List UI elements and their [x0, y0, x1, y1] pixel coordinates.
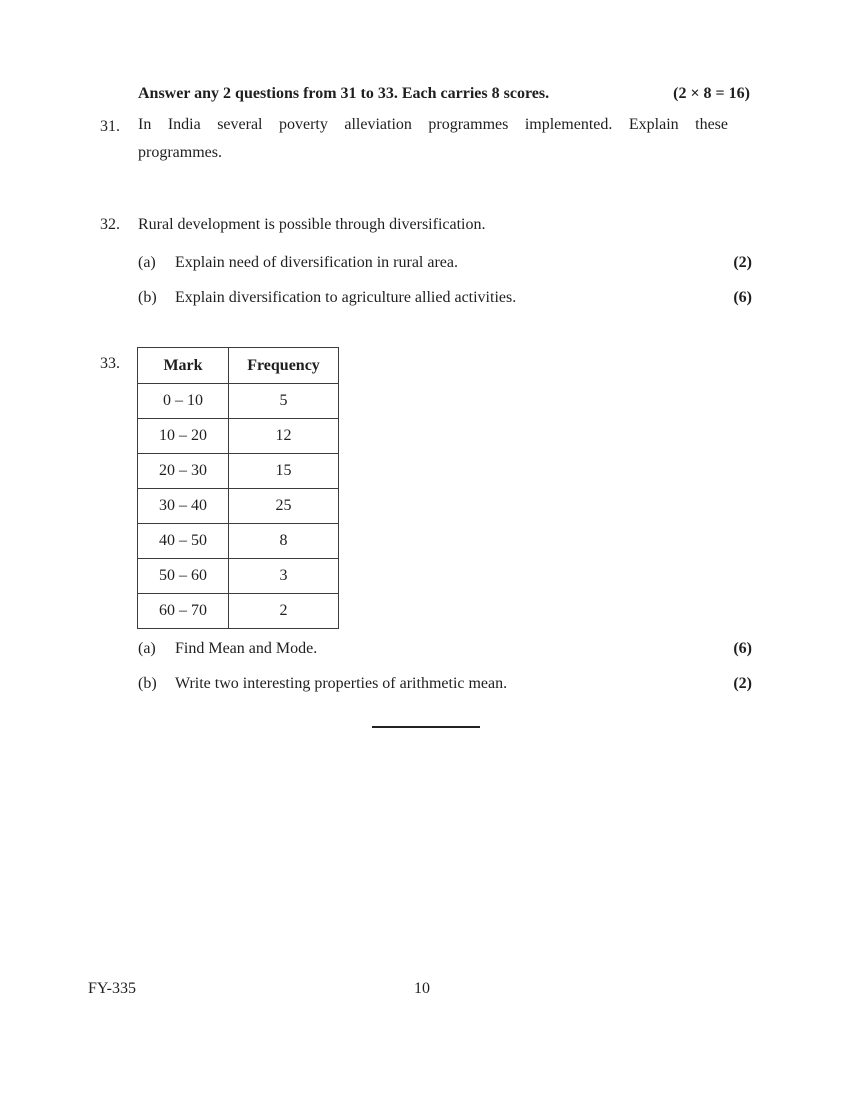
instruction-text: Answer any 2 questions from 31 to 33. Each carries 8 scores.	[138, 85, 550, 102]
table-row	[138, 594, 339, 629]
mark-range-cell: 30 – 40	[138, 489, 229, 524]
footer-paper-code: FY-335	[88, 980, 137, 997]
frequency-table	[137, 347, 339, 629]
subitem-label: (a)	[138, 254, 156, 271]
question-33b-row	[138, 674, 752, 693]
frequency-cell: 8	[229, 524, 339, 559]
question-32a-row	[138, 253, 752, 272]
table-header-mark: Mark	[138, 348, 229, 384]
footer-page-number: 10	[414, 980, 430, 997]
subitem-label: (b)	[138, 675, 157, 692]
subitem-label: (b)	[138, 289, 157, 306]
question-31-text	[138, 111, 728, 167]
question-32-text: Rural development is possible through diversification.	[138, 216, 486, 233]
frequency-cell: 15	[229, 454, 339, 489]
subitem-marks: (2)	[733, 675, 752, 692]
table-row	[138, 559, 339, 594]
subitem-text: Explain diversification to agriculture allied activities.	[175, 289, 517, 306]
table-row	[138, 384, 339, 419]
question-31-line1: In India several poverty alleviation programmes implemented. Explain these	[138, 116, 728, 133]
subitem-text: Explain need of diversification in rural area.	[175, 254, 458, 271]
subitem-text: Write two interesting properties of arithmetic mean.	[175, 675, 508, 692]
subitem-marks: (2)	[733, 254, 752, 271]
question-31-number: 31.	[100, 118, 120, 135]
subitem-marks: (6)	[733, 640, 752, 657]
subitem-marks: (6)	[733, 289, 752, 306]
question-33a-row	[138, 639, 752, 658]
mark-range-cell: 40 – 50	[138, 524, 229, 559]
table-header-row	[138, 348, 339, 384]
mark-range-cell: 10 – 20	[138, 419, 229, 454]
frequency-cell: 5	[229, 384, 339, 419]
question-31-line2: programmes.	[138, 144, 222, 161]
frequency-cell: 25	[229, 489, 339, 524]
end-of-questions-rule	[372, 726, 480, 728]
mark-range-cell: 60 – 70	[138, 594, 229, 629]
table-row	[138, 524, 339, 559]
table-row	[138, 454, 339, 489]
mark-range-cell: 50 – 60	[138, 559, 229, 594]
frequency-cell: 3	[229, 559, 339, 594]
frequency-cell: 2	[229, 594, 339, 629]
mark-range-cell: 20 – 30	[138, 454, 229, 489]
question-32-number: 32.	[100, 216, 120, 233]
question-33-number: 33.	[100, 355, 120, 372]
frequency-cell: 12	[229, 419, 339, 454]
subitem-label: (a)	[138, 640, 156, 657]
subitem-text: Find Mean and Mode.	[175, 640, 318, 657]
table-header-frequency: Frequency	[229, 348, 339, 384]
mark-range-cell: 0 – 10	[138, 384, 229, 419]
instruction-total-marks: (2 × 8 = 16)	[673, 85, 750, 102]
question-32b-row	[138, 288, 752, 307]
table-row	[138, 489, 339, 524]
table-row	[138, 419, 339, 454]
section-instruction	[138, 85, 750, 103]
